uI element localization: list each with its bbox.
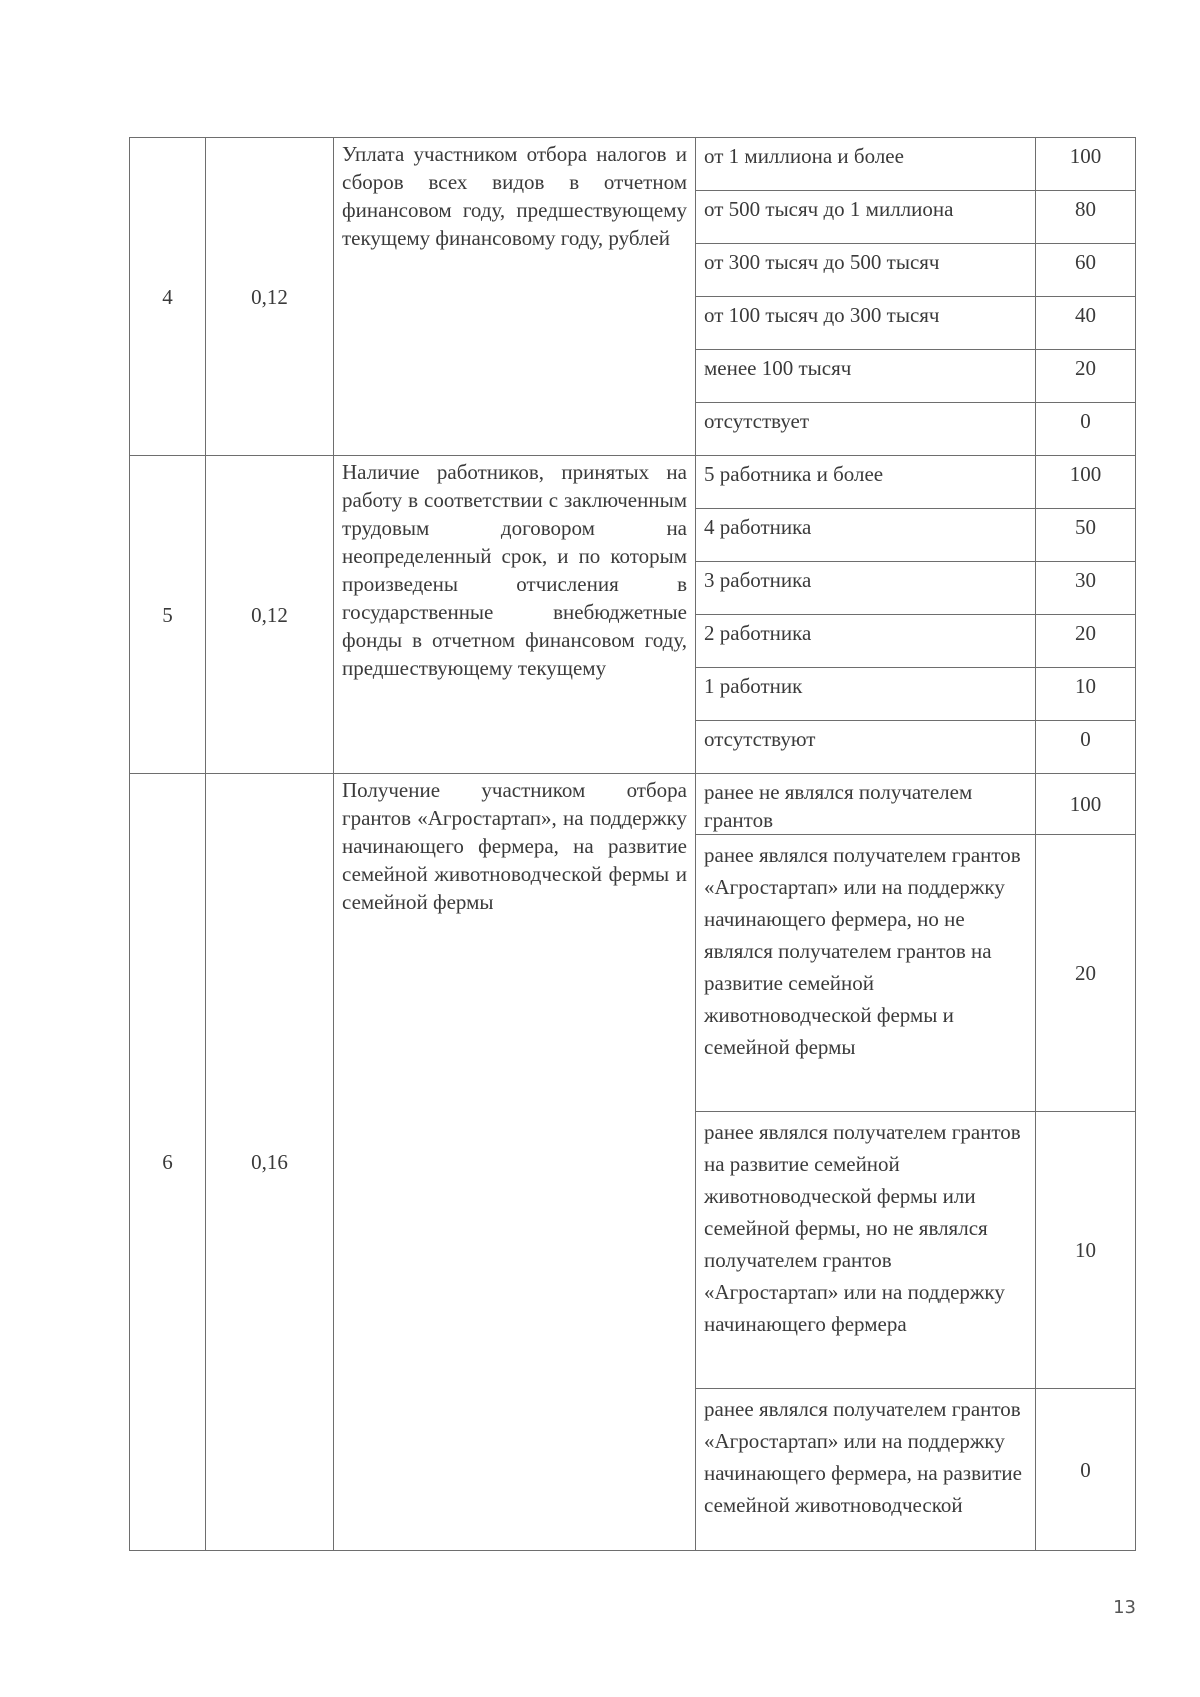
option-label: от 100 тысяч до 300 тысяч xyxy=(696,297,1036,350)
criterion-weight: 0,16 xyxy=(206,774,334,1551)
option-points: 20 xyxy=(1036,350,1136,403)
criterion-number: 5 xyxy=(130,456,206,774)
table-row xyxy=(130,774,1136,835)
option-label: ранее являлся получателем грантов на развитие семейной животноводческой фермы или семейной фермы, но не являлся получателем грантов «Агростартап» или на поддержку начинающего фермера xyxy=(696,1112,1036,1389)
option-label: от 1 миллиона и более xyxy=(696,138,1036,191)
option-label: от 300 тысяч до 500 тысяч xyxy=(696,244,1036,297)
option-label: 3 работника xyxy=(696,562,1036,615)
option-points: 10 xyxy=(1036,1112,1136,1389)
option-label: ранее являлся получателем грантов «Агростартап» или на поддержку начинающего фермера, на развитие семейной животноводческой xyxy=(696,1389,1036,1551)
option-points: 50 xyxy=(1036,509,1136,562)
criterion-number: 4 xyxy=(130,138,206,456)
table-row xyxy=(130,456,1136,509)
option-label: отсутствует xyxy=(696,403,1036,456)
option-label: ранее являлся получателем грантов «Агростартап» или на поддержку начинающего фермера, но не являлся получателем грантов на развитие семейной животноводческой фермы и семейной фермы xyxy=(696,835,1036,1112)
option-points: 0 xyxy=(1036,1389,1136,1551)
option-points: 20 xyxy=(1036,615,1136,668)
option-points: 20 xyxy=(1036,835,1136,1112)
option-points: 100 xyxy=(1036,456,1136,509)
option-label: 5 работника и более xyxy=(696,456,1036,509)
option-label: 2 работника xyxy=(696,615,1036,668)
option-label: отсутствуют xyxy=(696,721,1036,774)
criterion-description: Наличие работников, принятых на работу в соответствии с заключенным трудовым договором на неопределенный срок, и по которым произведены отчисления в государственные внебюджетные фонды в отчетном финансовом году, предшествующему текущему xyxy=(334,456,696,774)
option-points: 100 xyxy=(1036,138,1136,191)
option-label: менее 100 тысяч xyxy=(696,350,1036,403)
criterion-description: Уплата участником отбора налогов и сборов всех видов в отчетном финансовом году, предшествующему текущему финансовому году, рублей xyxy=(334,138,696,456)
option-points: 40 xyxy=(1036,297,1136,350)
option-points: 0 xyxy=(1036,403,1136,456)
option-points: 10 xyxy=(1036,668,1136,721)
option-points: 30 xyxy=(1036,562,1136,615)
option-label: 4 работника xyxy=(696,509,1036,562)
option-points: 80 xyxy=(1036,191,1136,244)
option-points: 60 xyxy=(1036,244,1136,297)
criterion-description: Получение участником отбора грантов «Агростартап», на поддержку начинающего фермера, на развитие семейной животноводческой фермы и семейной фермы xyxy=(334,774,696,1551)
criteria-table xyxy=(129,137,1136,1551)
option-label: ранее не являлся получателем грантов xyxy=(696,774,1036,835)
option-label: 1 работник xyxy=(696,668,1036,721)
option-points: 100 xyxy=(1036,774,1136,835)
criterion-weight: 0,12 xyxy=(206,138,334,456)
criterion-weight: 0,12 xyxy=(206,456,334,774)
table-row xyxy=(130,138,1136,191)
page-number: 13 xyxy=(1113,1597,1136,1618)
option-label: от 500 тысяч до 1 миллиона xyxy=(696,191,1036,244)
criterion-number: 6 xyxy=(130,774,206,1551)
option-points: 0 xyxy=(1036,721,1136,774)
